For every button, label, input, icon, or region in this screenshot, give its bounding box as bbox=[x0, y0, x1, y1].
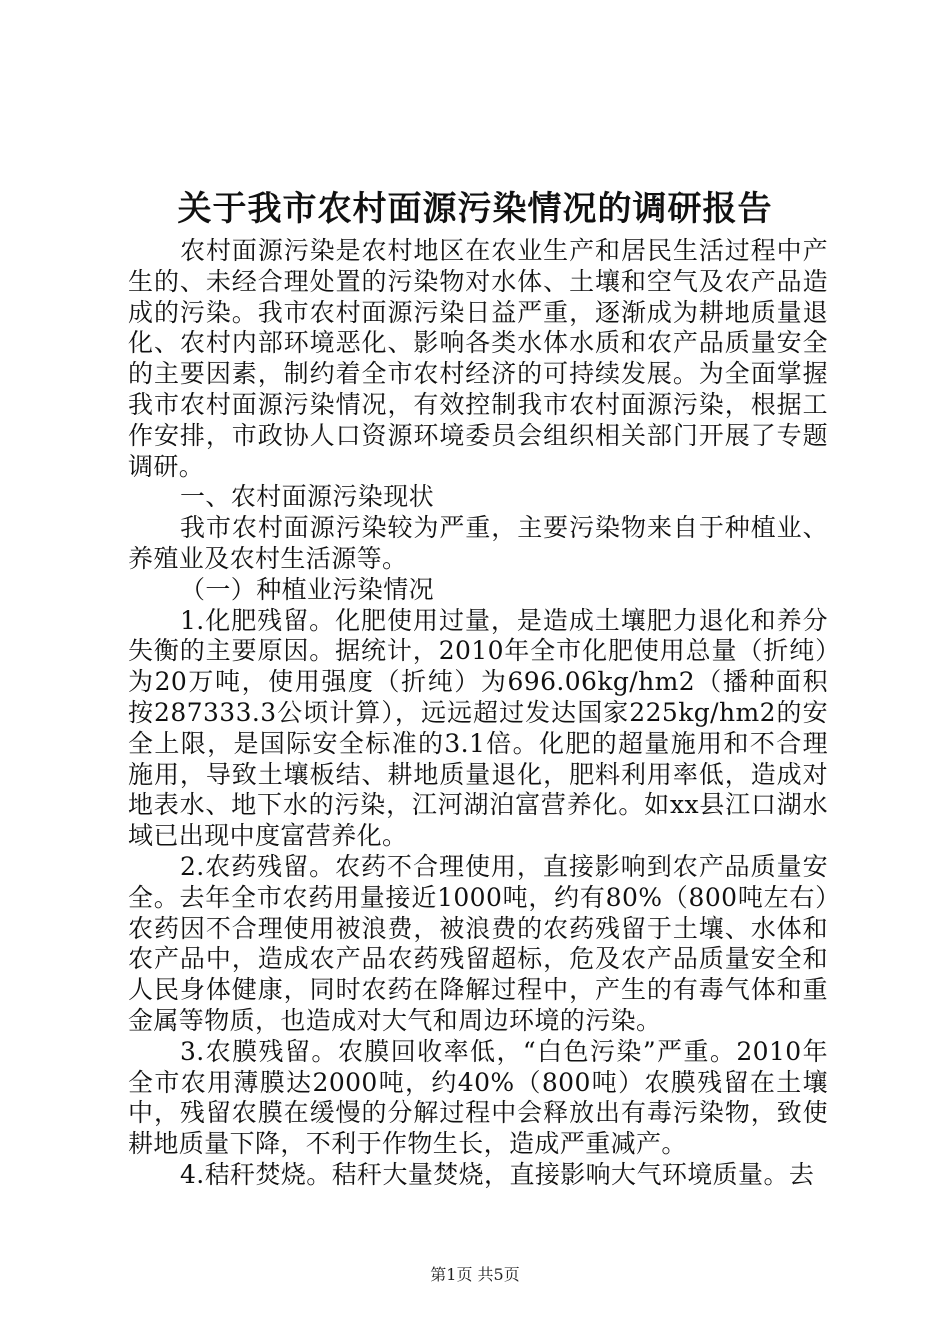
document-body bbox=[128, 236, 828, 1191]
paragraph-fertilizer: 1.化肥残留。化肥使用过量，是造成土壤肥力退化和养分失衡的主要原因。据统计，2010年全市化肥使用总量（折纯）为20万吨，使用强度（折纯）为696.06kg/hm2（播种面积按287333.3公顷计算），远远超过发达国家225kg/hm2的安全上限，是国际安全标准的3.1倍。化肥的超量施用和不合理施用，导致土壤板结、耕地质量退化，肥料利用率低，造成对地表水、地下水的污染，江河湖泊富营养化。如xx县江口湖水域已出现中度富营养化。 bbox=[128, 605, 828, 851]
paragraph-plastic-film: 3.农膜残留。农膜回收率低，“白色污染”严重。2010年全市农用薄膜达2000吨，约40%（800吨）农膜残留在土壤中，残留农膜在缓慢的分解过程中会释放出有毒污染物，致使耕地质量下降，不利于作物生长，造成严重减产。 bbox=[128, 1036, 828, 1159]
section-heading-status: 一、农村面源污染现状 bbox=[180, 482, 435, 512]
paragraph-overview: 我市农村面源污染较为严重，主要污染物来自于种植业、养殖业及农村生活源等。 bbox=[128, 513, 828, 573]
paragraph-straw-burning: 4.秸秆焚烧。秸秆大量焚烧，直接影响大气环境质量。去 bbox=[180, 1159, 815, 1189]
document-title: 关于我市农村面源污染情况的调研报告 bbox=[177, 189, 773, 229]
page-number: 第1页 共5页 bbox=[430, 1265, 520, 1284]
subsection-heading-planting: （一）种植业污染情况 bbox=[180, 574, 435, 604]
paragraph-pesticide: 2.农药残留。农药不合理使用，直接影响到农产品质量安全。去年全市农药用量接近1000吨，约有80%（800吨左右）农药因不合理使用被浪费，被浪费的农药残留于土壤、水体和农产品中，造成农产品农药残留超标，危及农产品质量安全和人民身体健康，同时农药在降解过程中，产生的有毒气体和重金属等物质，也造成对大气和周边环境的污染。 bbox=[128, 851, 828, 1035]
paragraph-intro: 农村面源污染是农村地区在农业生产和居民生活过程中产生的、未经合理处置的污染物对水体、土壤和空气及农产品造成的污染。我市农村面源污染日益严重，逐渐成为耕地质量退化、农村内部环境恶化、影响各类水体水质和农产品质量安全的主要因素，制约着全市农村经济的可持续发展。为全面掌握我市农村面源污染情况，有效控制我市农村面源污染，根据工作安排，市政协人口资源环境委员会组织相关部门开展了专题调研。 bbox=[128, 236, 828, 481]
